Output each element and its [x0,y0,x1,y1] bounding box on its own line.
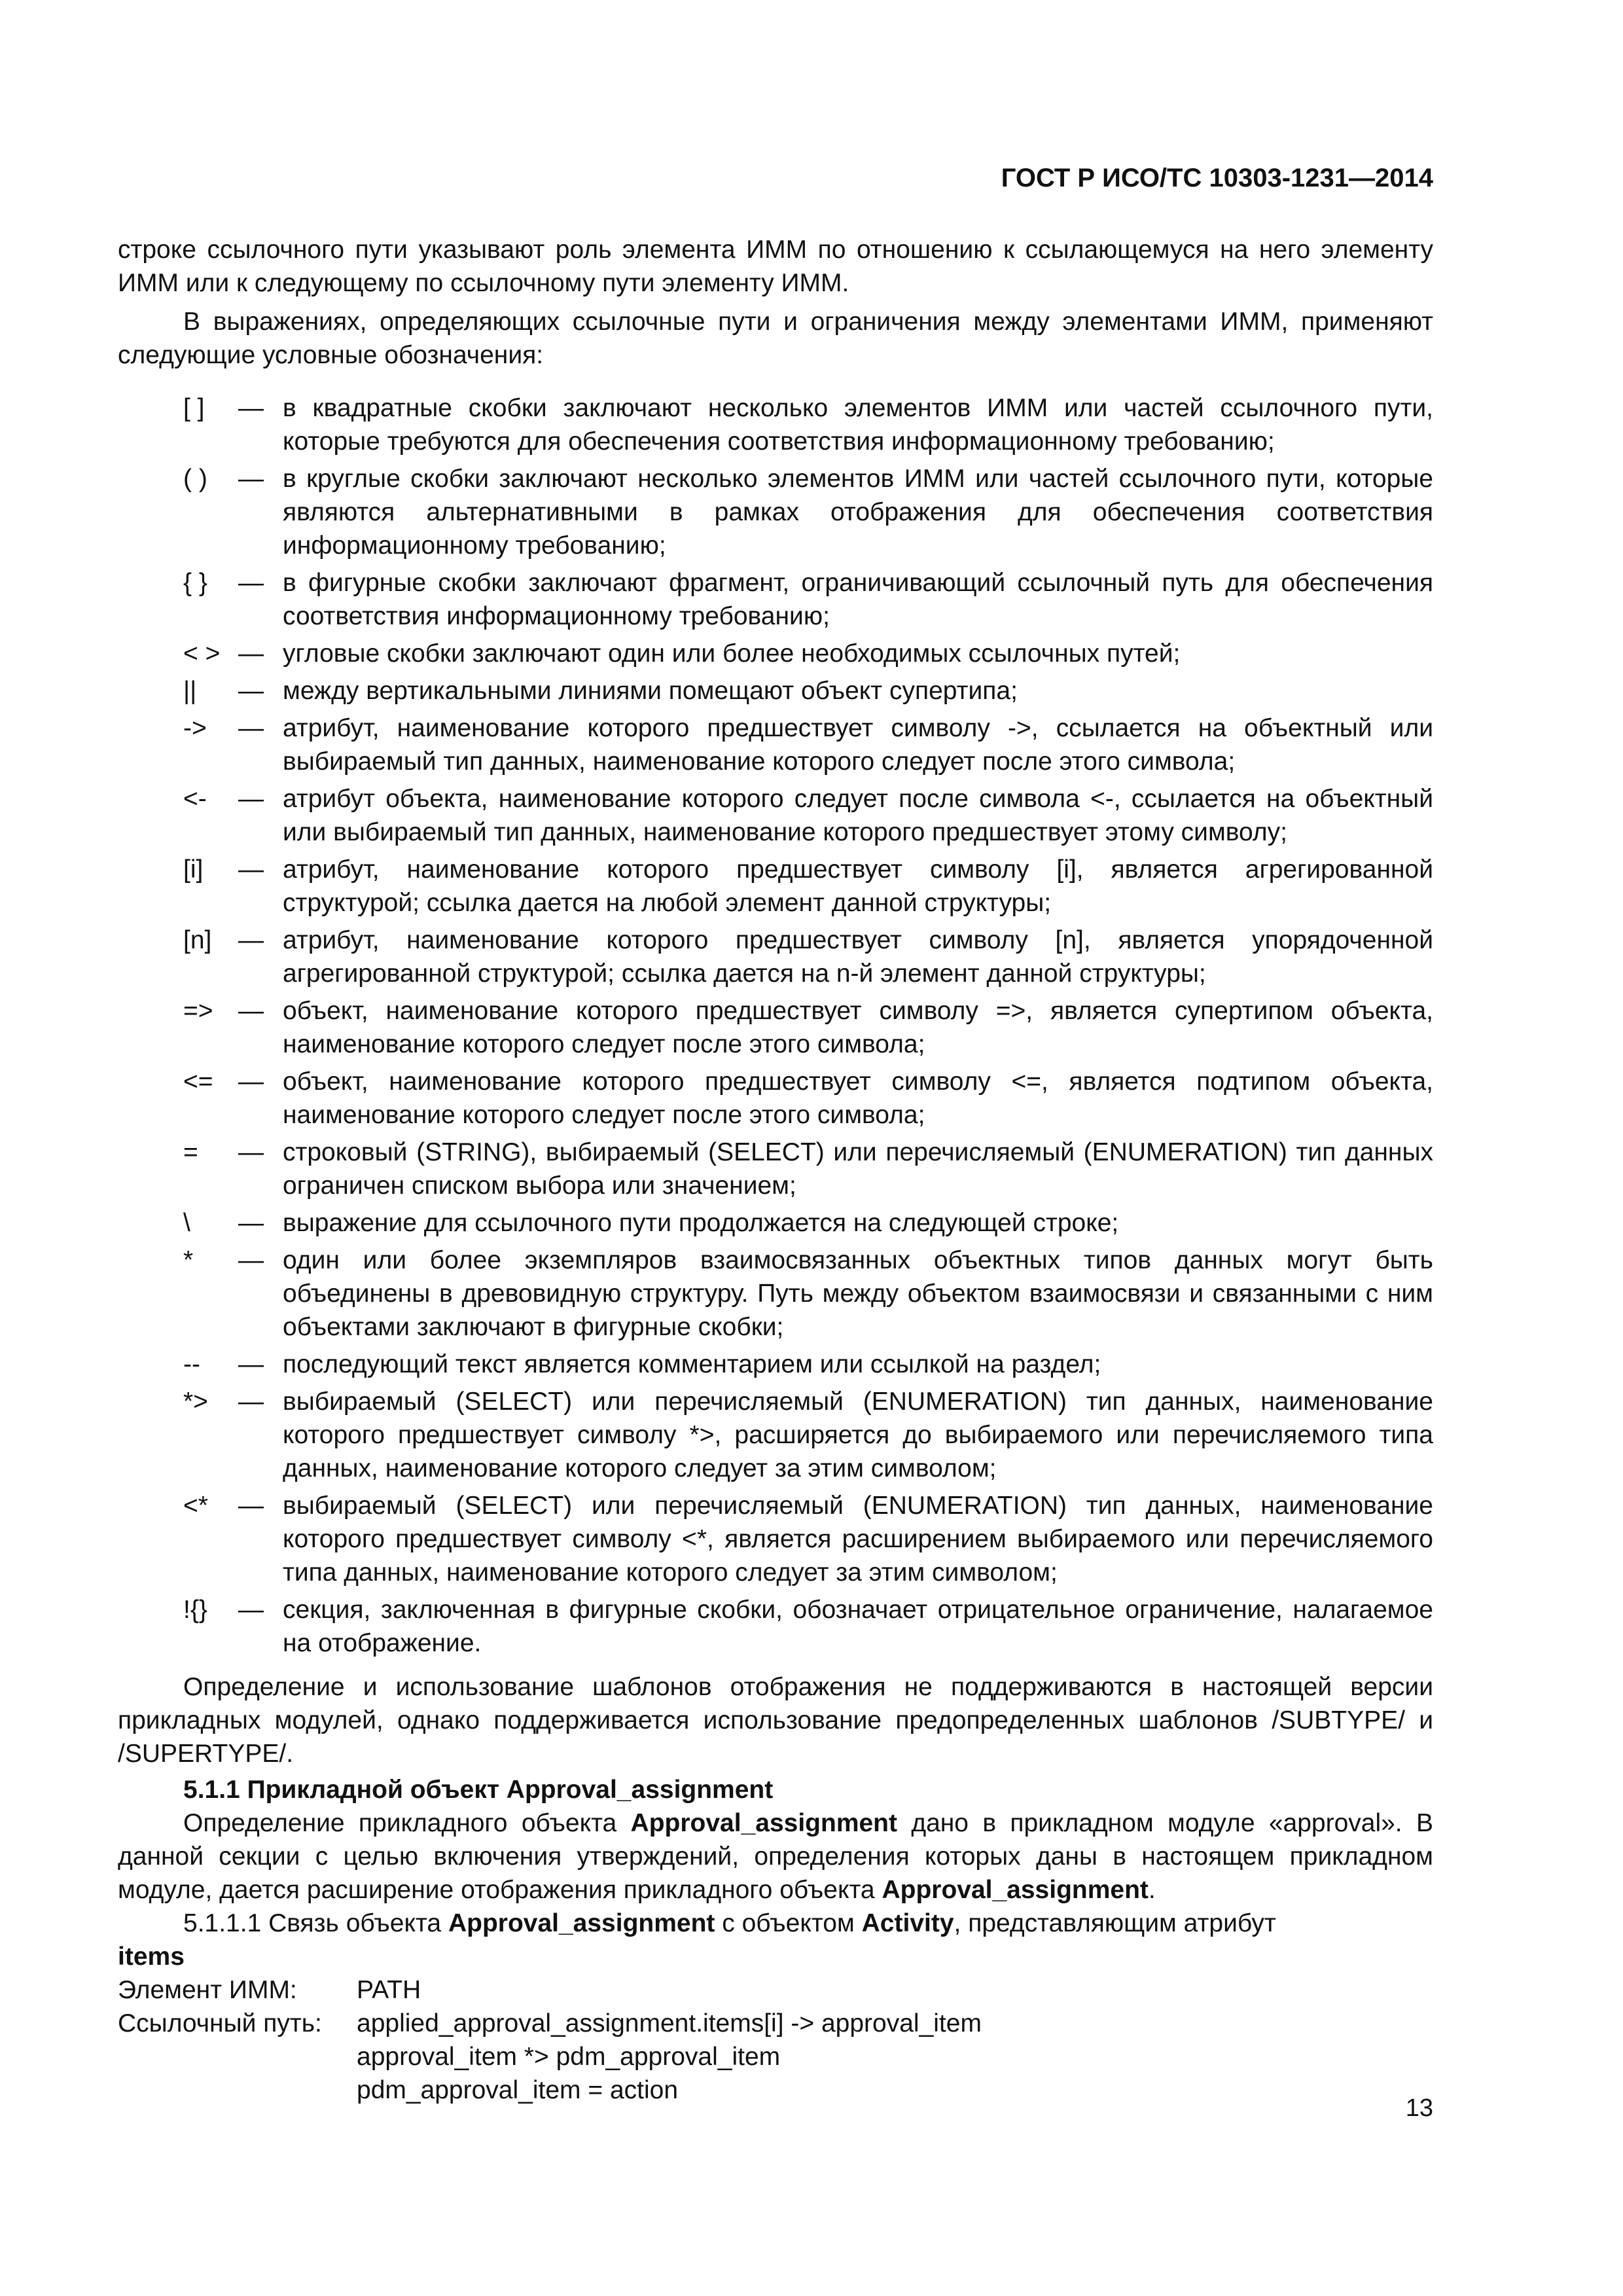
notation-dash: — [238,639,264,668]
notation-description: в фигурные скобки заключают фрагмент, ограничивающий ссылочный путь для обеспечения соответствия информационному требованию; [283,569,1433,630]
mapping-element-row [118,1973,1433,2007]
section-text: дано в прикладном модуле «approval». В данной секции с целью включения утверждений, определения которых даны в настоящем прикладном модуле, дается расширение отображения прикладного объекта [118,1809,1433,1904]
notation-item [118,994,1433,1061]
notation-description: выбираемый (SELECT) или перечисляемый (ENUMERATION) тип данных, наименование которого предшествует символу <*, является расширением выбираемого или перечисляемого типа данных, наименование которого следует за этим символом; [283,1492,1433,1587]
notation-symbol: ( ) [183,465,207,493]
notation-dash: — [238,677,264,705]
notation-dash: — [238,569,264,597]
subsection-text: , представляющим атрибут [954,1909,1276,1937]
notation-dash: — [238,997,264,1025]
notation-item [118,462,1433,562]
notation-description: строковый (STRING), выбираемый (SELECT) или перечисляемый (ENUMERATION) тип данных ограничен списком выбора или значением; [283,1138,1433,1200]
element-value: PATH [357,1976,421,2004]
section-paragraph [118,1806,1433,1907]
notation-description: атрибут, наименование которого предшествует символу [i], является агрегированной структурой; ссылка дается на любой элемент данной структуры; [283,855,1433,917]
mapping-path-row [118,2007,1433,2107]
notation-item [118,1206,1433,1240]
path-line: approval_item *> pdm_approval_item [357,2043,781,2071]
notation-description: в квадратные скобки заключают несколько элементов ИММ или частей ссылочного пути, которые требуются для обеспечения соответствия информационному требованию; [283,394,1433,456]
notation-item [118,637,1433,670]
templates-note: Определение и использование шаблонов отображения не поддерживаются в настоящей версии прикладных модулей, однако поддерживается использование предопределенных шаблонов /SUBTYPE/ и /SUPERTYPE/. [118,1673,1433,1768]
notation-symbol: [ ] [183,394,205,422]
notation-item [118,1385,1433,1485]
notation-dash: — [238,1596,264,1624]
subsection-text: с объектом [715,1909,862,1937]
intro-paragraph-2: В выражениях, определяющих ссылочные пути и ограничения между элементами ИММ, применяют следующие условные обозначения: [118,308,1433,369]
notation-list [118,391,1433,1660]
notation-description: выбираемый (SELECT) или перечисляемый (ENUMERATION) тип данных, наименование которого предшествует символу *>, расширяется до выбираемого или перечисляемого типа данных, наименование которого следует за этим символом; [283,1388,1433,1482]
notation-dash: — [238,1246,264,1274]
notation-description: угловые скобки заключают один или более необходимых ссылочных путей; [283,639,1181,668]
notation-item [118,782,1433,849]
subsection-heading [118,1907,1433,1973]
notation-description: объект, наименование которого предшествует символу <=, является подтипом объекта, наименование которого следует после этого символа; [283,1067,1433,1129]
notation-description: между вертикальными линиями помещают объект супертипа; [283,677,1018,705]
element-label: Элемент ИММ: [118,1976,297,2004]
notation-item [118,674,1433,708]
notation-dash: — [238,1492,264,1520]
notation-item [118,1593,1433,1660]
notation-item [118,711,1433,778]
notation-symbol: <- [183,785,207,813]
notation-symbol: { } [183,569,207,597]
section-text: . [1148,1876,1156,1904]
entity-name: Approval_assignment [882,1876,1149,1904]
notation-symbol: < > [183,639,221,668]
page-number: 13 [1405,2094,1433,2122]
notation-symbol: * [183,1246,194,1274]
path-value [357,2007,1433,2107]
notation-symbol: <* [183,1492,208,1520]
notation-dash: — [238,1388,264,1416]
notation-dash: — [238,1067,264,1096]
notation-item [118,853,1433,920]
path-line: applied_approval_assignment.items[i] -> approval_item [357,2009,982,2037]
notation-symbol: <= [183,1067,213,1096]
attribute-name: items [118,1943,185,1971]
notation-dash: — [238,714,264,742]
notation-dash: — [238,394,264,422]
notation-description: секция, заключенная в фигурные скобки, обозначает отрицательное ограничение, налагаемое на отображение. [283,1596,1433,1657]
notation-symbol: = [183,1138,198,1166]
page-content [118,233,1433,2107]
notation-description: атрибут объекта, наименование которого следует после символа <-, ссылается на объектный или выбираемый тип данных, наименование которого предшествует этому символу; [283,785,1433,846]
notation-symbol: || [183,677,197,705]
notation-symbol: !{} [183,1596,207,1624]
notation-dash: — [238,855,264,884]
subsection-text: 5.1.1.1 Связь объекта [183,1909,448,1937]
section-text: Определение прикладного объекта [183,1809,631,1837]
notation-description: атрибут, наименование которого предшествует символу ->, ссылается на объектный или выбираемый тип данных, наименование которого следует после этого символа; [283,714,1433,776]
notation-item [118,1136,1433,1202]
notation-description: объект, наименование которого предшествует символу =>, является супертипом объекта, наименование которого следует после этого символа; [283,997,1433,1058]
entity-name: Approval_assignment [630,1809,897,1837]
notation-dash: — [238,1350,264,1378]
notation-symbol: -- [183,1350,200,1378]
section-title: 5.1.1 Прикладной объект Approval_assignment [183,1776,774,1804]
notation-item [118,566,1433,633]
path-line: pdm_approval_item = action [357,2076,679,2104]
notation-symbol: -> [183,714,207,742]
notation-dash: — [238,1209,264,1237]
notation-item [118,391,1433,458]
notation-description: выражение для ссылочного пути продолжается на следующей строке; [283,1209,1119,1237]
notation-dash: — [238,785,264,813]
notation-description: один или более экземпляров взаимосвязанных объектных типов данных могут быть объединены в древовидную структуру. Путь между объектом взаимосвязи и связанными с ним объектами заключают в фигурные скобки; [283,1246,1433,1341]
notation-description: последующий текст является комментарием или ссылкой на раздел; [283,1350,1101,1378]
entity-name: Activity [861,1909,954,1937]
notation-description: атрибут, наименование которого предшествует символу [n], является упорядоченной агрегированной структурой; ссылка дается на n-й элемент данной структуры; [283,926,1433,988]
notation-symbol: [i] [183,855,204,884]
notation-item [118,1065,1433,1132]
notation-dash: — [238,926,264,954]
notation-description: в круглые скобки заключают несколько элементов ИММ или частей ссылочного пути, которые являются альтернативными в рамках отображения для обеспечения соответствия информационному требованию; [283,465,1433,560]
notation-symbol: \ [183,1209,190,1237]
notation-item [118,1244,1433,1344]
notation-dash: — [238,1138,264,1166]
entity-name: Approval_assignment [448,1909,715,1937]
notation-dash: — [238,465,264,493]
notation-symbol: [n] [183,926,212,954]
notation-symbol: *> [183,1388,208,1416]
notation-item [118,1489,1433,1589]
notation-symbol: => [183,997,213,1025]
notation-item [118,924,1433,990]
document-header: ГОСТ Р ИСО/ТС 10303-1231—2014 [1001,164,1433,192]
notation-item [118,1348,1433,1381]
path-label: Ссылочный путь: [118,2009,322,2037]
intro-paragraph-1: строке ссылочного пути указывают роль элемента ИММ по отношению к ссылающемуся на него элементу ИММ или к следующему по ссылочному пути элементу ИММ. [118,236,1433,297]
